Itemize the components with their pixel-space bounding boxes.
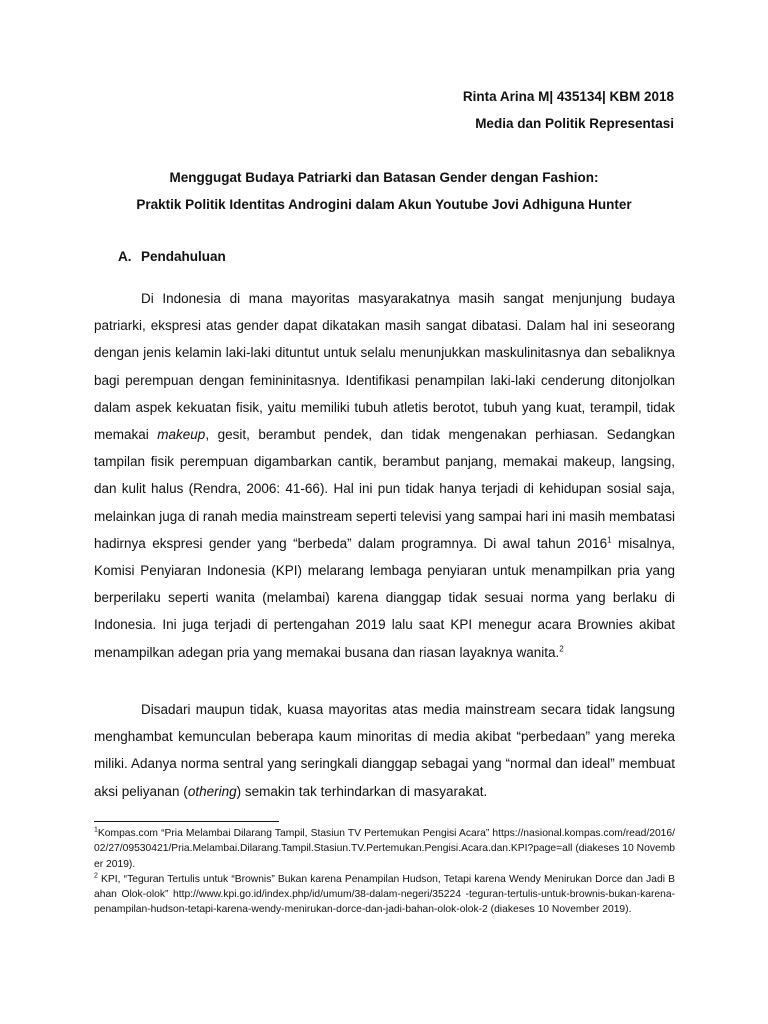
paragraph-2 [94,696,675,805]
author-line: Rinta Arina M| 435134| KBM 2018 [462,89,674,104]
footnote-2-text: KPI, “Teguran Tertulis untuk “Brownis” Bukan karena Penampilan Hudson, Tetapi karena Wendy Menirukan Dorce dan Jadi Bahan Olok-olok” http://www.kpi.go.id/index.php/id/umum/38-dalam-negeri/35224 -teguran-tertulis-untuk-brownis-bukan-karena-penampilan-hudson-tetapi-karena-wendy-menirukan-dorce-dan-jadi-bahan-olok-olok-2 (diakeses 10 November 2019). [94,873,675,916]
section-number: A. [118,249,132,264]
footnote-ref-1[interactable]: 1 [607,535,612,545]
footnote-2 [94,872,675,918]
italic-term-othering: othering [187,783,237,799]
footnote-marker-2: 2 [94,872,98,880]
paragraph-1-text-c: misalnya, Komisi Penyiaran Indonesia (KPI) melarang lembaga penyiaran untuk menampilkan pria yang berperilaku seperti wanita (melambai) karena dianggap tidak sesuai norma yang berlaku di Indonesia. Ini juga terjadi di pertengahan 2019 lalu saat KPI menegur acara Brownies akibat menampilkan adegan pria yang memakai busana dan riasan layaknya wanita. [94,535,675,660]
footnote-1 [94,826,675,872]
title-line-2: Praktik Politik Identitas Androgini dalam Akun Youtube Jovi Adhiguna Hunter [136,197,632,212]
footnote-ref-2[interactable]: 2 [559,644,564,654]
title-line-1: Menggugat Budaya Patriarki dan Batasan Gender dengan Fashion: [169,170,599,185]
course-line: Media dan Politik Representasi [475,116,674,131]
footnotes [94,826,675,918]
footnote-1-text: Kompas.com “Pria Melambai Dilarang Tampil, Stasiun TV Pertemukan Pengisi Acara” https://nasional.kompas.com/read/2016/02/27/09530421/Pria.Melambai.Dilarang.Tampil.Stasiun.TV.Pertemukan.Pengisi.Acara.dan.KPI?page=all (diakeses 10 November 2019). [94,828,675,870]
section-heading [118,249,226,264]
italic-term-makeup: makeup [157,427,206,443]
footnote-separator [94,821,279,822]
paragraph-1-text-b: , gesit, berambut pendek, dan tidak mengenakan perhiasan. Sedangkan tampilan fisik perempuan digambarkan cantik, berambut panjang, memakai makeup, langsing, dan kulit halus (Rendra, 2006: 41-66). Hal ini pun tidak hanya terjadi di kehidupan sosial saja, melainkan juga di ranah media mainstream seperti televisi yang sampai hari ini masih membatasi hadirnya ekspresi gender yang “berbeda” dalam programnya. Di awal tahun 2016 [94,427,675,551]
paragraph-1-text-a: Di Indonesia di mana mayoritas masyarakatnya masih sangat menjunjung budaya patriarki, ekspresi atas gender dapat dikatakan masih sangat dibatasi. Dalam hal ini seseorang dengan jenis kelamin laki-laki dituntut untuk selalu menunjukkan maskulinitasnya dan sebaliknya bagi perempuan dengan femininitasnya. Identifikasi penampilan laki-laki cenderung ditonjolkan dalam aspek kekuatan fisik, yaitu memiliki tubuh atletis berotot, tubuh yang kuat, terampil, tidak memakai [94,291,675,443]
paragraph-2-text-a: Disadari maupun tidak, kuasa mayoritas atas media mainstream secara tidak langsung menghambat kemunculan beberapa kaum minoritas di media akibat “perbedaan” yang mereka miliki. Adanya norma sentral yang seringkali dianggap sebagai yang “normal dan ideal” membuat aksi peliyanan ( [94,702,675,799]
paragraph-1 [94,285,675,666]
footnote-marker-1: 1 [94,826,98,834]
section-title: Pendahuluan [141,249,226,264]
paragraph-2-text-b: ) semakin tak terhindarkan di masyarakat. [236,783,488,799]
